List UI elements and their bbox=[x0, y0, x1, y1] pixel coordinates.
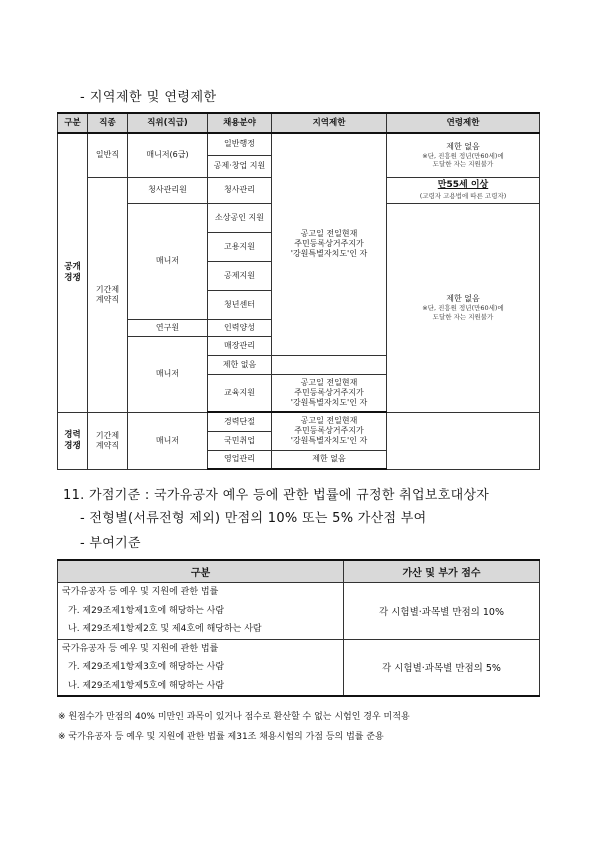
region-age-table bbox=[57, 112, 540, 470]
region-none-2: 제한 없음 bbox=[272, 450, 387, 469]
note-2: ※ 국가유공자 등 예우 및 지원에 관한 법률 제31조 채용시험의 가점 등의 법률 준용 bbox=[58, 732, 384, 742]
section-11-sub2: - 부여기준 bbox=[80, 536, 141, 551]
col-header-position: 직위(직급) bbox=[128, 113, 208, 133]
field-education: 교육지원 bbox=[208, 374, 272, 412]
bonus-criteria-5 bbox=[58, 639, 344, 696]
age-55: 만55세 이상 bbox=[437, 180, 489, 191]
section-11-sub1: - 전형별(서류전형 제외) 만점의 10% 또는 5% 가산점 부여 bbox=[80, 511, 427, 526]
position-manager-6: 매니저(6급) bbox=[128, 133, 208, 177]
age-55-note: (고령자 고용법에 따른 고령자) bbox=[419, 191, 507, 200]
field-employment: 고용지원 bbox=[208, 232, 272, 261]
col-header-age: 연령제한 bbox=[387, 113, 540, 133]
field-national-emp: 국민취업 bbox=[208, 431, 272, 450]
col-header-category-2: 구분 bbox=[58, 560, 344, 583]
criteria-item-ga: 가. 제29조제1항제1호에 해당하는 사람 bbox=[68, 605, 225, 616]
field-building: 청사관리 bbox=[208, 177, 272, 203]
col-header-job-type: 직종 bbox=[88, 113, 128, 133]
position-manager-c: 매니저 bbox=[128, 412, 208, 469]
age-cell-55 bbox=[387, 177, 540, 203]
criteria-law-2: 국가유공자 등 예우 및 지원에 관한 법률 bbox=[62, 643, 219, 654]
col-header-region: 지역제한 bbox=[272, 113, 387, 133]
group-career: 경력 경쟁 bbox=[58, 412, 88, 469]
age-cell-career bbox=[387, 412, 540, 469]
field-hr-training: 인력양성 bbox=[208, 319, 272, 336]
position-researcher: 연구원 bbox=[128, 319, 208, 336]
criteria-item-na: 나. 제29조제1항제2호 및 제4호에 해당하는 사람 bbox=[68, 624, 262, 634]
age-none-2: 제한 없음 bbox=[446, 294, 480, 304]
age-cell-general bbox=[387, 133, 540, 177]
age-cell-fixed bbox=[387, 203, 540, 412]
field-joint-support: 공제·창업 지원 bbox=[208, 155, 272, 177]
col-header-points: 가산 및 부가 점수 bbox=[344, 560, 540, 583]
field-career-break: 경력단절 bbox=[208, 412, 272, 431]
position-manager-b: 매니저 bbox=[128, 336, 208, 412]
position-cleaning: 청사관리원 bbox=[128, 177, 208, 203]
job-type-fixed: 기간제 계약직 bbox=[88, 177, 128, 412]
criteria-item-ga-2: 가. 제29조제1항제3호에 해당하는 사람 bbox=[68, 662, 225, 672]
note-1: ※ 원점수가 만점의 40% 미만인 과목이 있거나 점수로 환산할 수 없는 시험인 경우 미적용 bbox=[58, 712, 410, 722]
position-manager-a: 매니저 bbox=[128, 203, 208, 319]
region-age-heading: - 지역제한 및 연령제한 bbox=[80, 90, 217, 105]
field-store: 매장관리 bbox=[208, 336, 272, 355]
criteria-law: 국가유공자 등 예우 및 지원에 관한 법률 bbox=[62, 587, 219, 597]
age-note-2: ※단, 진흥원 정년(만60세)에 도달한 자는 지원불가 bbox=[422, 304, 504, 321]
section-11-heading: 11. 가점기준 : 국가유공자 예우 등에 관한 법률에 규정한 취업보호대상자 bbox=[63, 488, 490, 503]
field-sales: 영업관리 bbox=[208, 450, 272, 469]
bonus-criteria-10 bbox=[58, 583, 344, 640]
job-type-general: 일반직 bbox=[88, 133, 128, 177]
region-none: 제한 없음 bbox=[208, 355, 272, 374]
region-restriction-main: 공고일 전일현재 주민등록상거주지가 '강원특별자치도'인 자 bbox=[272, 133, 387, 355]
points-10: 각 시험별·과목별 만점의 10% bbox=[344, 583, 540, 640]
criteria-item-na-2: 나. 제29조제1항제5호에 해당하는 사람 bbox=[68, 680, 225, 691]
region-restriction-career: 공고일 전일현재 주민등록상거주지가 '강원특별자치도'인 자 bbox=[272, 412, 387, 450]
age-note: ※단, 진흥원 정년(만60세)에 도달한 자는 지원불가 bbox=[422, 152, 504, 169]
field-general-admin: 일반행정 bbox=[208, 133, 272, 155]
field-small-biz: 소상공인 지원 bbox=[208, 203, 272, 232]
age-none: 제한 없음 bbox=[446, 142, 480, 152]
group-public: 공개 경쟁 bbox=[58, 133, 88, 412]
job-type-fixed-career: 기간제 계약직 bbox=[88, 412, 128, 469]
bonus-points-table bbox=[57, 559, 540, 697]
field-youth: 청년센터 bbox=[208, 290, 272, 319]
col-header-category: 구분 bbox=[58, 113, 88, 133]
col-header-field: 채용분야 bbox=[208, 113, 272, 133]
field-mutual: 공제지원 bbox=[208, 261, 272, 290]
region-restriction-edu: 공고일 전일현재 주민등록상거주지가 '강원특별자치도'인 자 bbox=[272, 374, 387, 412]
points-5: 각 시험별·과목별 만점의 5% bbox=[344, 639, 540, 696]
